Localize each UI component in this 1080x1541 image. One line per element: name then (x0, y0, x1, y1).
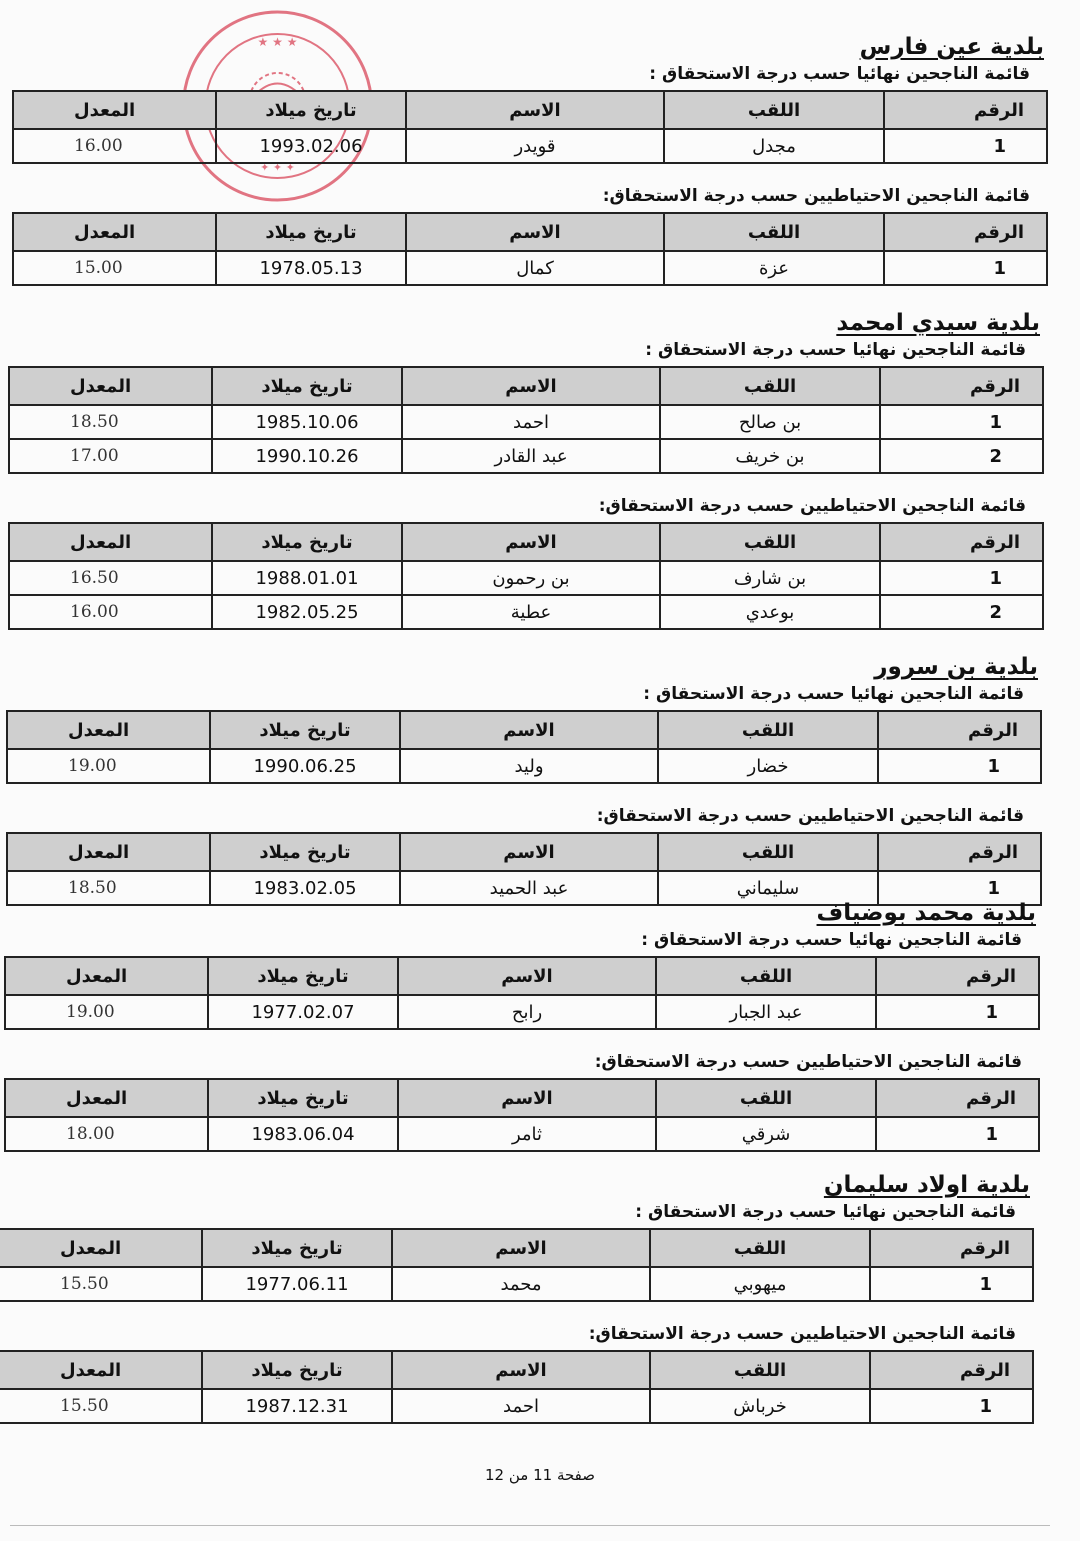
final-list-title: قائمة الناجحين نهائيا حسب درجة الاستحقاق : (643, 684, 1024, 704)
cell-firstname: رابح (398, 995, 656, 1029)
header-firstname: الاسم (400, 833, 658, 871)
reserve-list-title: قائمة الناجحين الاحتياطيين حسب درجة الاستحقاق: (602, 186, 1030, 206)
cell-firstname: عبد القادر (402, 439, 660, 473)
page-number: صفحة 11 من 12 (484, 1466, 595, 1484)
header-birthdate: تاريخ ميلاد (202, 1229, 392, 1267)
cell-birthdate: 1977.02.07 (208, 995, 398, 1029)
cell-firstname: محمد (392, 1267, 650, 1301)
header-birthdate: تاريخ ميلاد (216, 91, 406, 129)
cell-num: 1 (880, 561, 1043, 595)
header-num: الرقم (876, 957, 1039, 995)
cell-birthdate: 1988.01.01 (212, 561, 402, 595)
header-average: المعدل (5, 957, 208, 995)
cell-lastname: ميهوبي (650, 1267, 870, 1301)
reserve-table (8, 522, 1044, 630)
header-average: المعدل (0, 1229, 202, 1267)
cell-num: 1 (878, 749, 1041, 783)
final-table (12, 90, 1048, 164)
header-average: المعدل (9, 523, 212, 561)
reserve-list-title: قائمة الناجحين الاحتياطيين حسب درجة الاستحقاق: (588, 1324, 1016, 1344)
cell-firstname: عطية (402, 595, 660, 629)
header-birthdate: تاريخ ميلاد (212, 523, 402, 561)
header-num: الرقم (870, 1351, 1033, 1389)
cell-average: 18.00 (5, 1117, 208, 1151)
cell-birthdate: 1983.06.04 (208, 1117, 398, 1151)
header-average: المعدل (13, 91, 216, 129)
cell-num: 2 (880, 595, 1043, 629)
cell-lastname: مجدل (664, 129, 884, 163)
cell-lastname: شرقي (656, 1117, 876, 1151)
header-birthdate: تاريخ ميلاد (212, 367, 402, 405)
header-average: المعدل (7, 711, 210, 749)
table-header-row (7, 711, 1041, 749)
cell-num: 1 (876, 995, 1039, 1029)
table-header-row (5, 957, 1039, 995)
header-lastname: اللقب (660, 367, 880, 405)
header-firstname: الاسم (392, 1229, 650, 1267)
cell-birthdate: 1978.05.13 (216, 251, 406, 285)
svg-text:✦ ✦ ✦: ✦ ✦ ✦ (260, 161, 295, 174)
final-list-title: قائمة الناجحين نهائيا حسب درجة الاستحقاق : (635, 1202, 1016, 1222)
cell-lastname: عبد الجبار (656, 995, 876, 1029)
table-row (9, 439, 1043, 473)
cell-average: 19.00 (5, 995, 208, 1029)
municipality-title: بلدية عين فارس (859, 34, 1044, 60)
final-list-title: قائمة الناجحين نهائيا حسب درجة الاستحقاق : (649, 64, 1030, 84)
cell-firstname: احمد (392, 1389, 650, 1423)
header-lastname: اللقب (664, 91, 884, 129)
header-lastname: اللقب (660, 523, 880, 561)
footer-divider (10, 1525, 1050, 1526)
cell-lastname: بن شارف (660, 561, 880, 595)
header-firstname: الاسم (400, 711, 658, 749)
final-list-title: قائمة الناجحين نهائيا حسب درجة الاستحقاق : (641, 930, 1022, 950)
header-birthdate: تاريخ ميلاد (210, 833, 400, 871)
cell-lastname: خرباش (650, 1389, 870, 1423)
cell-average: 15.50 (0, 1389, 202, 1423)
cell-num: 1 (880, 405, 1043, 439)
header-num: الرقم (884, 91, 1047, 129)
cell-num: 1 (870, 1267, 1033, 1301)
reserve-table (6, 832, 1042, 906)
cell-num: 1 (876, 1117, 1039, 1151)
cell-lastname: عزة (664, 251, 884, 285)
cell-average: 15.50 (0, 1267, 202, 1301)
table-row (0, 1267, 1033, 1301)
cell-firstname: ثامر (398, 1117, 656, 1151)
cell-firstname: قويدر (406, 129, 664, 163)
cell-average: 18.50 (7, 871, 210, 905)
cell-birthdate: 1990.06.25 (210, 749, 400, 783)
table-header-row (0, 1351, 1033, 1389)
municipality-section (24, 34, 1048, 308)
table-row (9, 561, 1043, 595)
cell-lastname: بن صالح (660, 405, 880, 439)
cell-num: 2 (880, 439, 1043, 473)
table-header-row (0, 1229, 1033, 1267)
header-average: المعدل (7, 833, 210, 871)
cell-average: 16.00 (13, 129, 216, 163)
table-header-row (7, 833, 1041, 871)
table-header-row (13, 213, 1047, 251)
reserve-table (12, 212, 1048, 286)
municipality-section (18, 654, 1042, 928)
header-birthdate: تاريخ ميلاد (210, 711, 400, 749)
final-table (6, 710, 1042, 784)
header-average: المعدل (13, 213, 216, 251)
table-row (5, 1117, 1039, 1151)
cell-firstname: كمال (406, 251, 664, 285)
final-list-title: قائمة الناجحين نهائيا حسب درجة الاستحقاق : (645, 340, 1026, 360)
table-header-row (5, 1079, 1039, 1117)
header-num: الرقم (880, 367, 1043, 405)
municipality-title: بلدية سيدي امحمد (836, 310, 1040, 336)
reserve-table (0, 1350, 1034, 1424)
cell-birthdate: 1977.06.11 (202, 1267, 392, 1301)
cell-num: 1 (884, 129, 1047, 163)
cell-average: 15.00 (13, 251, 216, 285)
reserve-table (4, 1078, 1040, 1152)
header-firstname: الاسم (392, 1351, 650, 1389)
header-lastname: اللقب (650, 1229, 870, 1267)
table-row (5, 995, 1039, 1029)
header-num: الرقم (878, 833, 1041, 871)
cell-average: 16.00 (9, 595, 212, 629)
cell-birthdate: 1987.12.31 (202, 1389, 392, 1423)
header-lastname: اللقب (664, 213, 884, 251)
table-header-row (9, 367, 1043, 405)
header-firstname: الاسم (402, 367, 660, 405)
header-firstname: الاسم (406, 91, 664, 129)
cell-lastname: سليماني (658, 871, 878, 905)
header-lastname: اللقب (658, 711, 878, 749)
municipality-title: بلدية محمد بوضياف (816, 900, 1036, 926)
cell-firstname: عبد الحميد (400, 871, 658, 905)
header-average: المعدل (0, 1351, 202, 1389)
final-table (8, 366, 1044, 474)
cell-average: 17.00 (9, 439, 212, 473)
table-row (13, 251, 1047, 285)
cell-birthdate: 1983.02.05 (210, 871, 400, 905)
cell-average: 18.50 (9, 405, 212, 439)
cell-birthdate: 1982.05.25 (212, 595, 402, 629)
header-lastname: اللقب (650, 1351, 870, 1389)
header-firstname: الاسم (398, 957, 656, 995)
svg-text:★ ★ ★: ★ ★ ★ (257, 35, 298, 49)
municipality-section (14, 900, 1040, 1174)
municipality-title: بلدية اولاد سليمان (823, 1172, 1030, 1198)
header-birthdate: تاريخ ميلاد (208, 957, 398, 995)
municipality-section (10, 1172, 1034, 1446)
table-row (13, 129, 1047, 163)
cell-firstname: بن رحمون (402, 561, 660, 595)
header-lastname: اللقب (658, 833, 878, 871)
table-header-row (13, 91, 1047, 129)
header-average: المعدل (9, 367, 212, 405)
header-lastname: اللقب (656, 957, 876, 995)
header-birthdate: تاريخ ميلاد (208, 1079, 398, 1117)
header-firstname: الاسم (398, 1079, 656, 1117)
municipality-section (22, 310, 1044, 652)
cell-num: 1 (870, 1389, 1033, 1423)
header-num: الرقم (876, 1079, 1039, 1117)
header-lastname: اللقب (656, 1079, 876, 1117)
header-firstname: الاسم (406, 213, 664, 251)
cell-average: 16.50 (9, 561, 212, 595)
cell-birthdate: 1990.10.26 (212, 439, 402, 473)
cell-birthdate: 1993.02.06 (216, 129, 406, 163)
table-row (7, 749, 1041, 783)
final-table (0, 1228, 1034, 1302)
cell-num: 1 (884, 251, 1047, 285)
header-average: المعدل (5, 1079, 208, 1117)
header-num: الرقم (880, 523, 1043, 561)
header-firstname: الاسم (402, 523, 660, 561)
reserve-list-title: قائمة الناجحين الاحتياطيين حسب درجة الاستحقاق: (598, 496, 1026, 516)
reserve-list-title: قائمة الناجحين الاحتياطيين حسب درجة الاستحقاق: (594, 1052, 1022, 1072)
cell-birthdate: 1985.10.06 (212, 405, 402, 439)
table-row (0, 1389, 1033, 1423)
municipality-title: بلدية بن سرور (874, 654, 1038, 680)
cell-firstname: وليد (400, 749, 658, 783)
header-birthdate: تاريخ ميلاد (202, 1351, 392, 1389)
cell-lastname: خضار (658, 749, 878, 783)
table-row (9, 405, 1043, 439)
final-table (4, 956, 1040, 1030)
cell-lastname: بن خريف (660, 439, 880, 473)
header-birthdate: تاريخ ميلاد (216, 213, 406, 251)
cell-firstname: احمد (402, 405, 660, 439)
cell-num: 1 (878, 871, 1041, 905)
table-row (9, 595, 1043, 629)
cell-average: 19.00 (7, 749, 210, 783)
header-num: الرقم (884, 213, 1047, 251)
header-num: الرقم (878, 711, 1041, 749)
header-num: الرقم (870, 1229, 1033, 1267)
table-header-row (9, 523, 1043, 561)
reserve-list-title: قائمة الناجحين الاحتياطيين حسب درجة الاستحقاق: (596, 806, 1024, 826)
cell-lastname: بوعدي (660, 595, 880, 629)
